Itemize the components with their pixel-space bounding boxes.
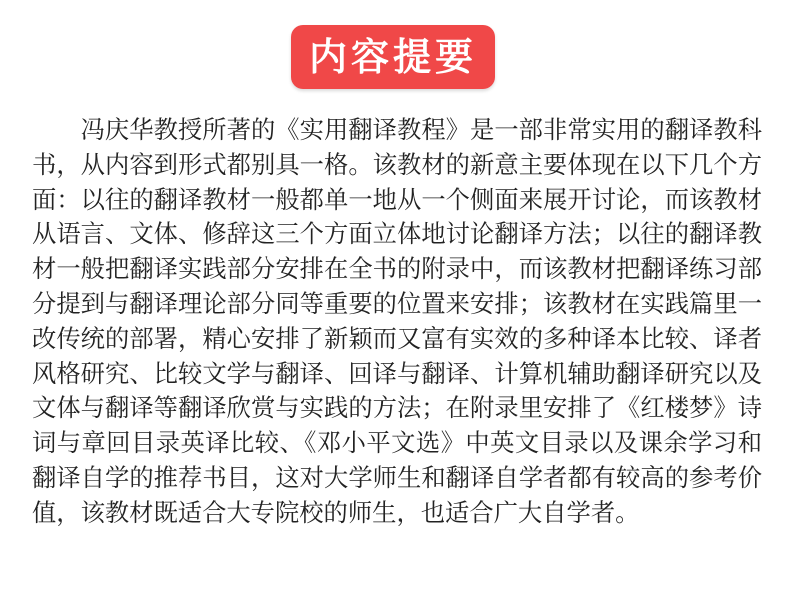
section-header-badge — [291, 25, 495, 89]
summary-paragraph: 冯庆华教授所著的《实用翻译教程》是一部非常实用的翻译教科书，从内容到形式都别具一格。该教材的新意主要体现在以下几个方面：以往的翻译教材一般都单一地从一个侧面来展开讨论，而该教材从语言、文体、修辞这三个方面立体地讨论翻译方法；以往的翻译教材一般把翻译实践部分安排在全书的附录中，而该教材把翻译练习部分提到与翻译理论部分同等重要的位置来安排；该教材在实践篇里一改传统的部署，精心安排了新颖而又富有实效的多种译本比较、译者风格研究、比较文学与翻译、回译与翻译、计算机辅助翻译研究以及文体与翻译等翻译欣赏与实践的方法；在附录里安排了《红楼梦》诗词与章回目录英译比较、《邓小平文选》中英文目录以及课余学习和翻译自学的推荐书目，这对大学师生和翻译自学者都有较高的参考价值，该教材既适合大专院校的师生，也适合广大自学者。 — [32, 115, 762, 527]
section-title: 内容提要 — [308, 35, 477, 79]
